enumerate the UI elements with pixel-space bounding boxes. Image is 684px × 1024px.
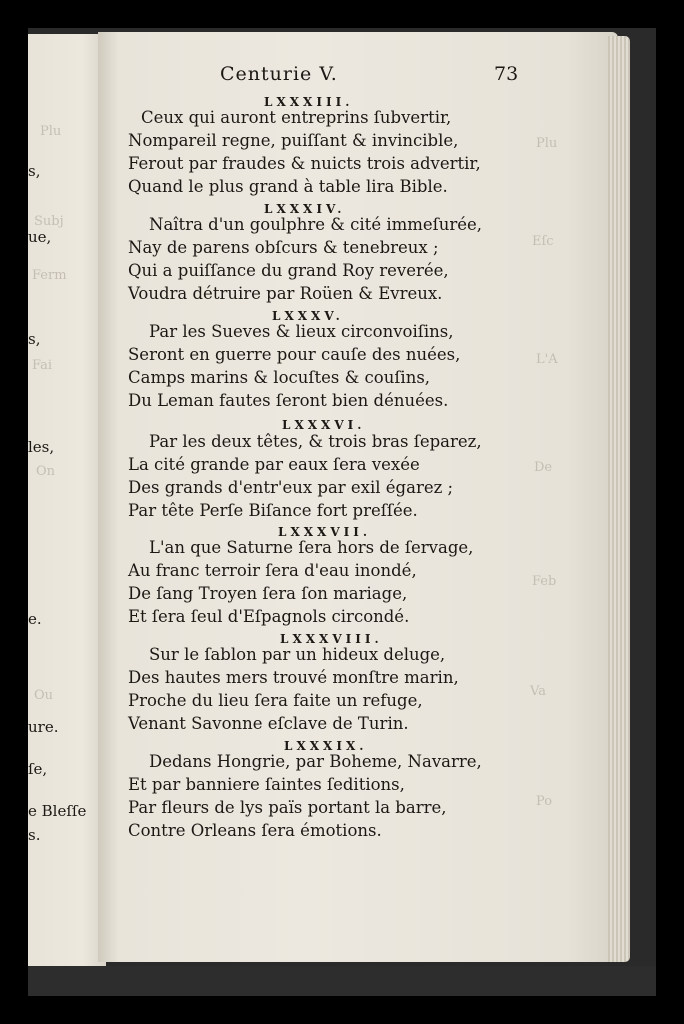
verse-line: Sur le ſablon par un hideux deluge,: [149, 645, 446, 664]
verse-line: Venant Savonne eſclave de Turin.: [128, 714, 409, 733]
book-scan: Plu Subj Ferm Fai On Ou Plu Eſc L'A De Feb Va Po s, ue, s, les, e. ure. ſe, e Bleſſe s. Centurie V. 73 LXXXIII. Ceux qui auront entreprins ſubvertir, Nompareil regne, puiſſant & invincible, Ferout par fraudes & nuicts trois advertir, Quand le plus grand à table lira Bible. LXXXIV. Naîtra d'un goulphre & cité immeſurée, Nay de parens obſcurs & tenebreux ; Qui a puiſſance du grand Roy reverée, Voudra détruire par Roüen & Evreux. LXXXV. Par les Sueves & lieux circonvoiſins, Seront en guerre pour cauſe des nuées, Camps marins & locuſtes & couſins, Du Leman fautes ſeront bien dénuées. LXXXVI. Par les deux têtes, & trois bras ſeparez, La cité grande par eaux ſera vexée Des grands d'entr'eux par exil égarez ; Par tête Perſe Biſance fort preſſée. LXXXVII. L'an que Saturne ſera hors de ſervage, Au franc terroir ſera d'eau inondé, De ſang Troyen ſera ſon mariage, Et ſera ſeul d'Eſpagnols circondé. LXXXVIII. Sur le ſablon par un hideux deluge, Des hautes mers trouvé monſtre marin, Proche du lieu ſera faite un refuge, Venant Savonne eſclave de Turin. LXXXIX. Dedans Hongrie, par Boheme, Navarre, Et par banniere ſaintes ſeditions, Par fleurs de lys païs portant la barre, Contre Orleans ſera émotions.: [28, 28, 656, 996]
quatrain-numeral: LXXXVI.: [282, 418, 366, 432]
verse-line: Et ſera ſeul d'Eſpagnols circondé.: [128, 607, 410, 626]
left-fragment: e.: [28, 610, 42, 628]
quatrain-numeral: LXXXV.: [272, 309, 344, 323]
verse-line: Seront en guerre pour cauſe des nuées,: [128, 345, 461, 364]
verse-line: Dedans Hongrie, par Boheme, Navarre,: [149, 752, 482, 771]
verse-line: Quand le plus grand à table lira Bible.: [128, 177, 448, 196]
verse-line: Camps marins & locuſtes & couſins,: [128, 368, 431, 387]
verse-line: Nay de parens obſcurs & tenebreux ;: [128, 238, 439, 257]
verse-line: Du Leman fautes ſeront bien dénuées.: [128, 391, 449, 410]
left-fragment: s,: [28, 162, 41, 180]
verse-line: L'an que Saturne ſera hors de ſervage,: [149, 538, 474, 557]
verse-line: Par les deux têtes, & trois bras ſeparez,: [149, 432, 482, 451]
verse-line: Contre Orleans ſera émotions.: [128, 821, 382, 840]
left-fragment: s.: [28, 826, 41, 844]
verse-line: Naîtra d'un goulphre & cité immeſurée,: [149, 215, 483, 234]
verse-line: Nompareil regne, puiſſant & invincible,: [128, 131, 459, 150]
left-fragment: ſe,: [28, 760, 48, 778]
left-fragment: ue,: [28, 228, 52, 246]
verse-line: Voudra détruire par Roüen & Evreux.: [128, 284, 443, 303]
quatrain-numeral: LXXXVIII.: [280, 632, 383, 646]
verse-line: Ferout par fraudes & nuicts trois advertir,: [128, 154, 481, 173]
left-fragment: les,: [28, 438, 55, 456]
verse-line: La cité grande par eaux ſera vexée: [128, 455, 420, 474]
quatrain-numeral: LXXXIV.: [264, 202, 346, 216]
verse-line: Proche du lieu ſera faite un refuge,: [128, 691, 423, 710]
verse-line: Des hautes mers trouvé monſtre marin,: [128, 668, 459, 687]
verse-line: De ſang Troyen ſera ſon mariage,: [128, 584, 408, 603]
running-head: Centurie V.: [220, 63, 338, 85]
verse-line: Et par banniere ſaintes ſeditions,: [128, 775, 405, 794]
quatrain-numeral: LXXXIII.: [264, 95, 354, 109]
left-fragment: e Bleſſe: [28, 802, 87, 820]
verse-line: Par fleurs de lys païs portant la barre,: [128, 798, 447, 817]
quatrain-numeral: LXXXIX.: [284, 739, 368, 753]
verse-line: Au franc terroir ſera d'eau inondé,: [128, 561, 417, 580]
verse-line: Ceux qui auront entreprins ſubvertir,: [141, 108, 452, 127]
quatrain-numeral: LXXXVII.: [278, 525, 372, 539]
verse-line: Qui a puiſſance du grand Roy reverée,: [128, 261, 449, 280]
verse-line: Par tête Perſe Biſance fort preſſée.: [128, 501, 418, 520]
left-fragment: s,: [28, 330, 41, 348]
page-number: 73: [494, 63, 519, 85]
verse-line: Par les Sueves & lieux circonvoiſins,: [149, 322, 454, 341]
page-content: [28, 28, 656, 996]
verse-line: Des grands d'entr'eux par exil égarez ;: [128, 478, 454, 497]
left-fragment: ure.: [28, 718, 59, 736]
